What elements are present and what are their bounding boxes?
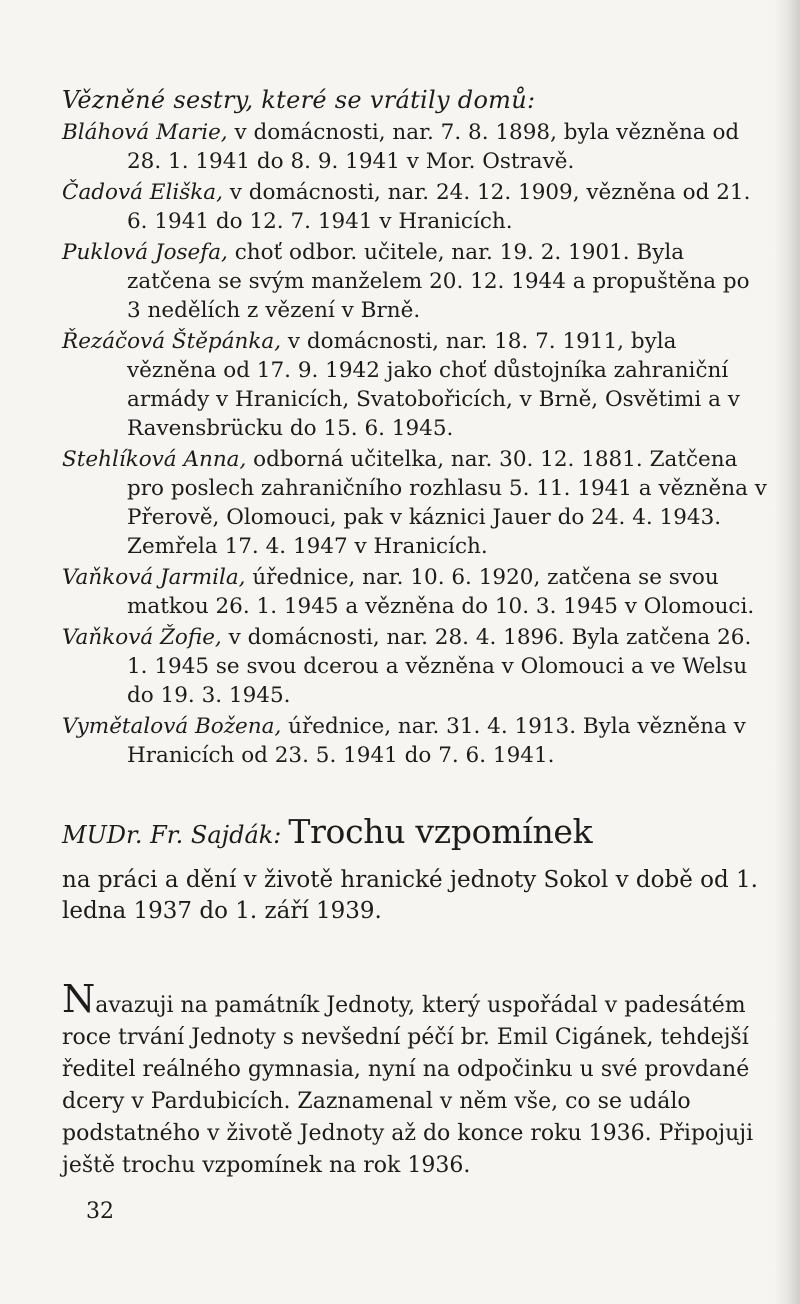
entry-text: v domácnosti, nar. 7. 8. 1898, byla vězněna od 28. 1. 1941 do 8. 9. 1941 v Mor. Ostravě. bbox=[127, 120, 740, 174]
list-item bbox=[62, 178, 768, 236]
entry-name: Bláhová Marie, bbox=[62, 120, 228, 145]
entry-text: v domácnosti, nar. 28. 4. 1896. Byla zatčena 26. 1. 1945 se svou dcerou a vězněna v Olomouci a ve Welsu do 19. 3. 1945. bbox=[127, 625, 752, 708]
entry-name: Puklová Josefa, bbox=[62, 240, 228, 265]
drop-cap: N bbox=[62, 977, 96, 1021]
prisoners-section bbox=[62, 84, 768, 772]
page-edge-shadow bbox=[774, 0, 800, 1304]
entry-text: úřednice, nar. 10. 6. 1920, zatčena se svou matkou 26. 1. 1945 a vězněna do 10. 3. 1945 v Olomouci. bbox=[127, 565, 755, 619]
entry-name: Čadová Eliška, bbox=[62, 180, 223, 205]
article-author: MUDr. Fr. Sajdák: bbox=[62, 821, 282, 849]
entry-name: Vaňková Jarmila, bbox=[62, 565, 246, 590]
article-subtitle: na práci a dění v životě hranické jednoty Sokol v době od 1. ledna 1937 do 1. září 1939. bbox=[62, 867, 758, 924]
entry-name: Stehlíková Anna, bbox=[62, 447, 247, 472]
list-item bbox=[62, 118, 768, 176]
entry-text: v domácnosti, nar. 18. 7. 1911, byla vězněna od 17. 9. 1942 jako choť důstojníka zahraniční armády v Hranicích, Svatobořicích, v Brně, Osvětimi a v Ravensbrücku do 15. 6. 1945. bbox=[127, 329, 740, 441]
section-heading: Vězněné sestry, které se vrátily domů: bbox=[62, 86, 536, 114]
article bbox=[62, 812, 768, 1182]
entry-name: Vymětalová Božena, bbox=[62, 714, 282, 739]
entry-text: odborná učitelka, nar. 30. 12. 1881. Zatčena pro poslech zahraničního rozhlasu 5. 11. 1941 a vězněna v Přerově, Olomouci, pak v káznici Jauer do 24. 4. 1943. Zemřela 17. 4. 1947 v Hranicích. bbox=[127, 447, 767, 559]
entry-name: Vaňková Žofie, bbox=[62, 625, 222, 650]
article-title bbox=[62, 812, 768, 857]
article-body-text: avazuji na památník Jednoty, který uspořádal v padesátém roce trvání Jednoty s nevšední péčí br. Emil Cigánek, tehdejší ředitel reálného gymnasia, nyní na odpočinku u své provdané dcery v Pardubicích. Zaznamenal v něm vše, co se událo podstatného v životě Jednoty až do konce roku 1936. Připojuji ještě trochu vzpomínek na rok 1936. bbox=[62, 993, 754, 1178]
entry-text: úřednice, nar. 31. 4. 1913. Byla vězněna v Hranicích od 23. 5. 1941 do 7. 6. 1941. bbox=[127, 714, 746, 768]
entry-text: choť odbor. učitele, nar. 19. 2. 1901. Byla zatčena se svým manželem 20. 12. 1944 a propuštěna po 3 nedělích z vězení v Brně. bbox=[127, 240, 750, 323]
page-number: 32 bbox=[86, 1199, 114, 1224]
list-item bbox=[62, 623, 768, 710]
entry-name: Řezáčová Štěpánka, bbox=[62, 329, 282, 354]
list-item bbox=[62, 327, 768, 443]
list-item bbox=[62, 238, 768, 325]
list-item bbox=[62, 563, 768, 621]
entry-list bbox=[62, 118, 768, 770]
article-title-text: Trochu vzpomínek bbox=[288, 812, 593, 851]
article-body bbox=[62, 977, 768, 1182]
entry-text: v domácnosti, nar. 24. 12. 1909, vězněna od 21. 6. 1941 do 12. 7. 1941 v Hranicích. bbox=[127, 180, 751, 234]
list-item bbox=[62, 712, 768, 770]
list-item bbox=[62, 445, 768, 561]
